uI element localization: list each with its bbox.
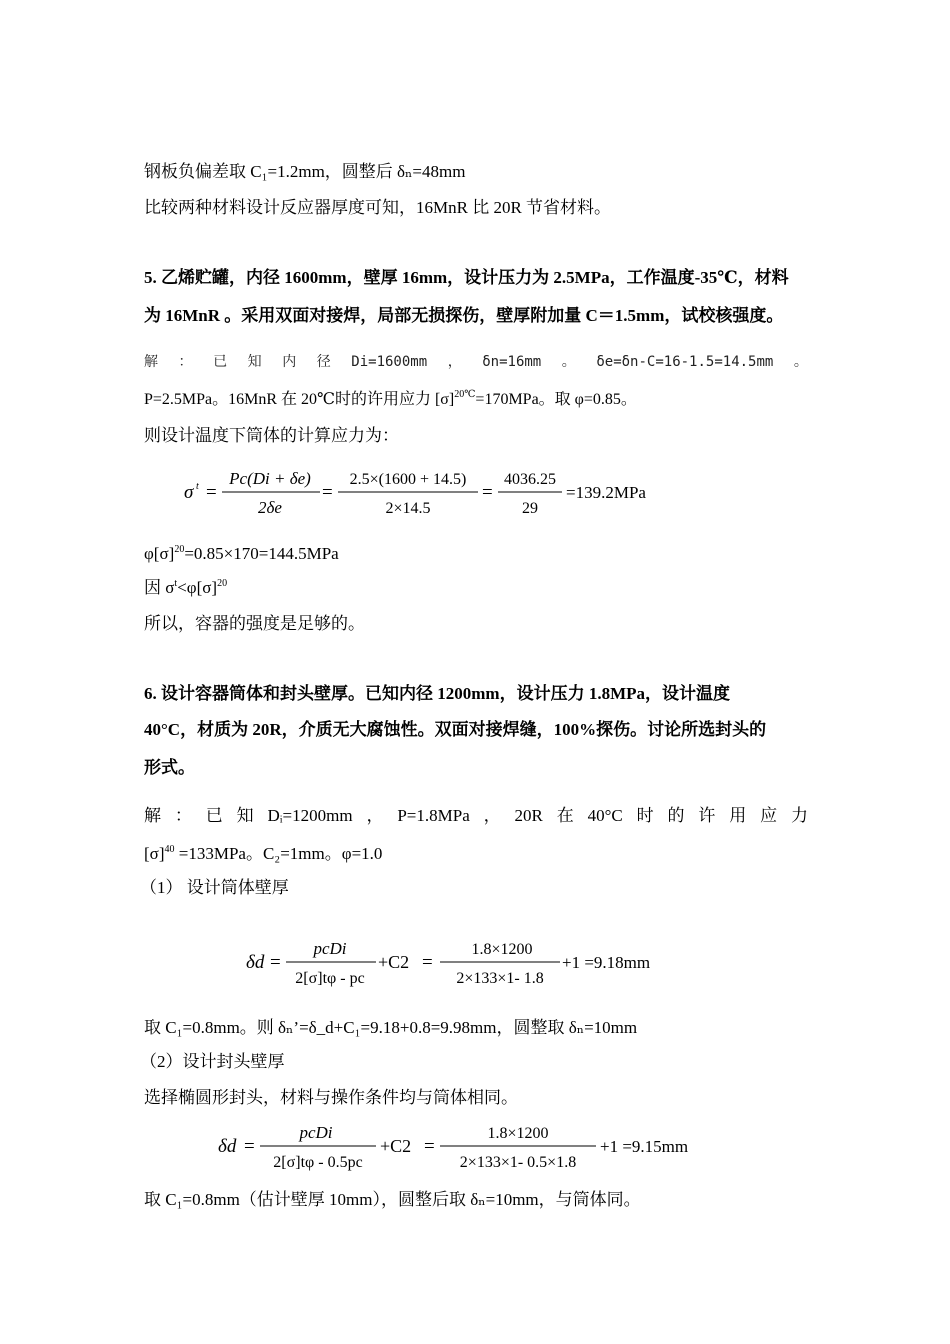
formula-num-3: 4036.25 <box>504 471 556 488</box>
text: 在 <box>556 806 574 825</box>
text: 解 <box>144 354 158 370</box>
formula-result: =139.2MPa <box>566 483 646 502</box>
text: =170MPa。取 φ=0.85。 <box>475 391 637 408</box>
formula-den-2: 2×133×1- 1.8 <box>456 970 544 987</box>
text: 已 <box>213 354 228 370</box>
text: 为 16MnR 。采用双面对接焊，局部无损探伤，壁厚附加量 C＝1.5mm，试校核强度。 <box>144 306 784 325</box>
text: 用 <box>729 806 747 825</box>
text: ： <box>174 806 192 825</box>
formula-num-2: 1.8×1200 <box>487 1125 549 1142</box>
solution-6-step-2 <box>140 1050 804 1074</box>
solution-6-line-4 <box>144 1086 808 1110</box>
text: 取 C₁=0.8mm。则 δₙ’=δ_d+C₁=9.18+0.8=9.98mm，圆整取 δₙ=10mm <box>144 1018 638 1037</box>
text: 。 <box>793 354 808 370</box>
text: 时 <box>636 806 654 825</box>
solution-6-line-3 <box>144 1016 808 1040</box>
text: 力 <box>791 806 808 825</box>
text: 已 <box>205 806 223 825</box>
text: 径 <box>316 354 331 370</box>
solution-5-line-2 <box>144 388 808 412</box>
text: 知 <box>247 354 262 370</box>
equals-sign: = <box>424 1136 435 1157</box>
formula-den-1: 2[σ]tφ - pc <box>295 970 365 987</box>
solution-5-line-1 <box>144 350 808 374</box>
text: 取 C₁=0.8mm（估计壁厚 10mm），圆整后取 δₙ=10mm，与筒体同。 <box>144 1190 641 1209</box>
text: 40°C <box>587 806 623 825</box>
text: 形式。 <box>144 758 195 777</box>
text: δn=16mm <box>482 354 542 370</box>
formula-den-3: 29 <box>522 500 538 517</box>
text: 解 <box>144 806 161 825</box>
text: =0.85×170=144.5MPa <box>184 544 339 563</box>
formula-den-2: 2×14.5 <box>385 500 431 517</box>
text: 20R <box>514 806 543 825</box>
formula-stress <box>180 462 680 531</box>
formula-head-thickness <box>216 1116 716 1185</box>
formula-num-2: 2.5×(1600 + 14.5) <box>349 471 467 488</box>
text: 则设计温度下筒体的计算应力为： <box>144 426 399 445</box>
formula-num-2: 1.8×1200 <box>471 941 533 958</box>
text: 知 <box>236 806 254 825</box>
text: [σ] <box>144 844 165 863</box>
text: 比较两种材料设计反应器厚度可知，16MnR 比 20R 节省材料。 <box>144 198 612 217</box>
text: 所以，容器的强度是足够的。 <box>144 614 365 633</box>
formula-num-1: pcDi <box>299 1123 333 1142</box>
text: Di=1600mm <box>351 354 428 370</box>
text: 的 <box>667 806 685 825</box>
formula-lhs-sup: t <box>196 481 199 492</box>
formula-shell-thickness <box>244 932 684 1001</box>
formula-result: +1 =9.18mm <box>562 953 651 972</box>
formula-lhs: δd <box>218 1136 237 1157</box>
formula-plus-c2: +C2 <box>380 1136 412 1156</box>
solution-5-line-5 <box>144 576 808 600</box>
text: 许 <box>698 806 716 825</box>
text: 40°C，材质为 20R，介质无大腐蚀性。双面对接焊缝，100%探伤。讨论所选封头的 <box>144 720 767 739</box>
formula-den-1: 2[σ]tφ - 0.5pc <box>273 1154 363 1171</box>
text: 6. 设计容器筒体和封头壁厚。已知内径 1200mm，设计压力 1.8MPa，设计温度 <box>144 684 731 703</box>
text: 5. 乙烯贮罐，内径 1600mm，壁厚 16mm，设计压力为 2.5MPa，工作温度-35℃，材料 <box>144 268 789 287</box>
text: ， <box>447 354 462 370</box>
text: ： <box>178 354 193 370</box>
text: （2）设计封头壁厚 <box>140 1052 285 1071</box>
formula-lhs: δd <box>246 952 265 973</box>
formula-den-1: 2δe <box>258 498 282 517</box>
question-6-line-2 <box>144 718 808 742</box>
text: 应 <box>760 806 778 825</box>
question-6-line-1 <box>144 682 808 706</box>
text: <φ[σ] <box>177 578 218 597</box>
equals-sign: = <box>482 482 493 503</box>
solution-5-line-4 <box>144 542 808 566</box>
question-6-line-3 <box>144 756 808 780</box>
text: 钢板负偏差取 C₁=1.2mm，圆整后 δₙ=48mm <box>144 162 466 181</box>
text: Dᵢ=1200mm <box>267 806 353 825</box>
text: 选择椭圆形封头，材料与操作条件均与筒体相同。 <box>144 1088 518 1107</box>
formula-num-1: Pc(Di + δe) <box>229 469 311 488</box>
solution-5-line-3 <box>144 424 808 448</box>
superscript: 20 <box>174 544 185 555</box>
text-line-comparison <box>144 196 808 220</box>
superscript: 40 <box>164 844 175 855</box>
equals-sign: = <box>322 482 333 503</box>
solution-6-line-2 <box>144 842 808 866</box>
text: 内 <box>282 354 297 370</box>
solution-6-line-1 <box>144 804 808 828</box>
equals-sign: = <box>206 482 217 503</box>
solution-6-step-1 <box>140 876 804 900</box>
text: =133MPa。C₂=1mm。φ=1.0 <box>174 844 383 863</box>
text: δe=δn-C=16-1.5=14.5mm <box>596 354 774 370</box>
superscript: t <box>174 578 178 589</box>
superscript: 20 <box>217 578 228 589</box>
text: ， <box>366 806 384 825</box>
equals-sign: = <box>422 952 433 973</box>
formula-den-2: 2×133×1- 0.5×1.8 <box>459 1154 577 1171</box>
formula-num-1: pcDi <box>313 939 347 958</box>
equals-sign: = <box>244 1136 255 1157</box>
formula-lhs: σ <box>184 482 194 503</box>
solution-6-line-5 <box>144 1188 808 1212</box>
question-5-line-2 <box>144 304 808 328</box>
superscript: 20℃ <box>454 389 476 400</box>
text: （1） 设计筒体壁厚 <box>140 878 289 897</box>
solution-5-line-6 <box>144 612 808 636</box>
formula-result: +1 =9.15mm <box>600 1137 689 1156</box>
text: 因 σ <box>144 578 175 597</box>
text-line-plate-deviation <box>144 160 808 184</box>
text: P=1.8MPa <box>397 806 470 825</box>
question-5-line-1 <box>144 266 808 290</box>
text: ， <box>483 806 501 825</box>
text: 。 <box>561 354 576 370</box>
text: P=2.5MPa。16MnR 在 20℃时的许用应力 [σ] <box>144 391 455 408</box>
text: φ[σ] <box>144 544 175 563</box>
equals-sign: = <box>270 952 281 973</box>
formula-plus-c2: +C2 <box>378 952 410 972</box>
